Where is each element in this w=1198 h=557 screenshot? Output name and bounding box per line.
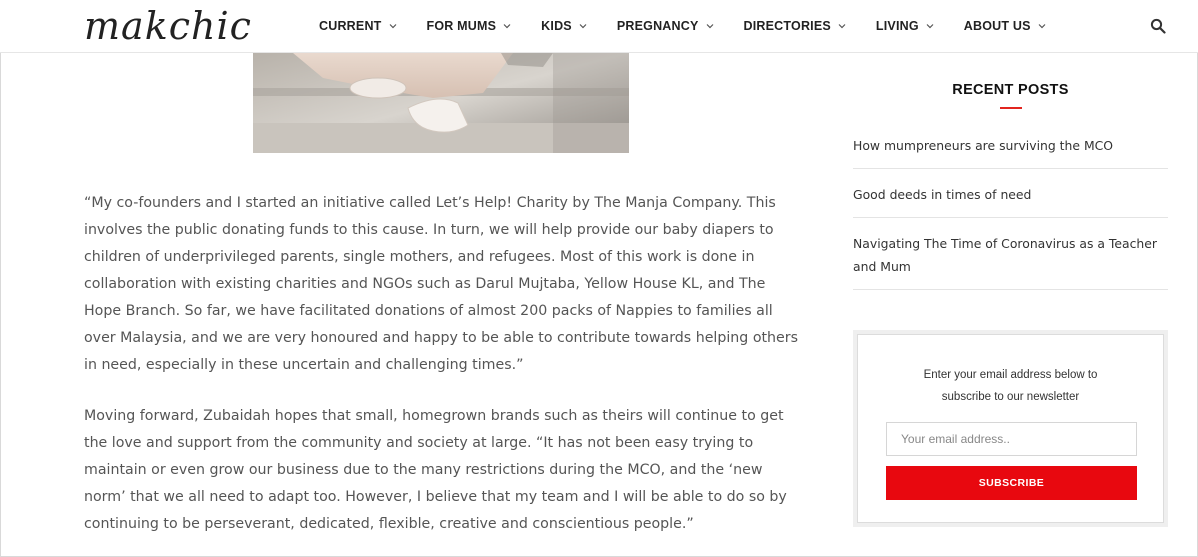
nav-item-current[interactable] <box>319 19 397 33</box>
nav-item-pregnancy[interactable] <box>617 19 714 33</box>
recent-post-link[interactable]: How mumpreneurs are surviving the MCO <box>853 132 1168 169</box>
nav-item-label: KIDS <box>541 19 572 33</box>
hero-photo <box>253 53 629 153</box>
article-paragraph: “My co-founders and I started an initiative called Let’s Help! Charity by The Manja Company. This involves the public donating funds to this cause. In turn, we will help provide our baby diapers to children of underprivileged parents, single mothers, and refugees. Most of this work is done in collaboration with existing charities and NGOs such as Darul Mujtaba, Yellow House KL, and The Hope Branch. So far, we have facilitated donations of almost 200 packs of Nappies to families all over Malaysia, and we are very honoured and happy to be able to contribute towards helping others in need, especially in these uncertain and challenging times.” <box>84 195 799 373</box>
chevron-down-icon <box>1038 22 1046 30</box>
main-nav <box>319 0 1076 52</box>
nav-item-living[interactable] <box>876 19 934 33</box>
nav-item-directories[interactable] <box>744 19 846 33</box>
site-header <box>0 0 1198 53</box>
newsletter-line: Enter your email address below to <box>923 369 1098 381</box>
nav-item-label: PREGNANCY <box>616 19 699 33</box>
sidebar <box>853 53 1168 302</box>
chevron-down-icon <box>579 22 587 30</box>
article-paragraph: Moving forward, Zubaidah hopes that small, homegrown brands such as theirs will continue to get the love and support from the community and society at large. “It has not been easy trying to maintain or even grow our business due to the many restrictions during the MCO, and the ‘new norm’ that we all need to adapt too. However, I believe that my team and I will be able to do so by continuing to be perseverant, dedicated, flexible, creative and conscientious people.” <box>84 408 787 532</box>
newsletter-box <box>857 334 1164 523</box>
nav-item-label: LIVING <box>875 19 919 33</box>
chevron-down-icon <box>706 22 714 30</box>
article-body <box>84 190 804 557</box>
chevron-down-icon <box>503 22 511 30</box>
recent-posts-title: RECENT POSTS <box>952 82 1069 98</box>
newsletter-description <box>858 364 1163 408</box>
nav-item-label: FOR MUMS <box>426 19 497 33</box>
nav-item-label: CURRENT <box>319 19 382 33</box>
recent-post-link[interactable]: Navigating The Time of Coronavirus as a Teacher and Mum <box>853 230 1168 290</box>
site-logo[interactable]: makchic <box>84 4 252 48</box>
subscribe-button[interactable]: SUBSCRIBE <box>886 466 1137 500</box>
article-image <box>253 53 629 153</box>
recent-posts-list <box>853 132 1168 290</box>
recent-post-link[interactable]: Good deeds in times of need <box>853 181 1168 218</box>
newsletter-line: subscribe to our newsletter <box>941 391 1080 403</box>
nav-item-for-mums[interactable] <box>427 19 512 33</box>
search-icon[interactable] <box>1150 18 1166 34</box>
nav-item-kids[interactable] <box>541 19 587 33</box>
newsletter-widget <box>853 330 1168 527</box>
chevron-down-icon <box>926 22 934 30</box>
chevron-down-icon <box>389 22 397 30</box>
email-field[interactable] <box>886 422 1137 456</box>
title-underline <box>1000 107 1022 109</box>
nav-item-about-us[interactable] <box>964 19 1046 33</box>
chevron-down-icon <box>838 22 846 30</box>
nav-item-label: ABOUT US <box>963 19 1031 33</box>
nav-item-label: DIRECTORIES <box>743 19 831 33</box>
